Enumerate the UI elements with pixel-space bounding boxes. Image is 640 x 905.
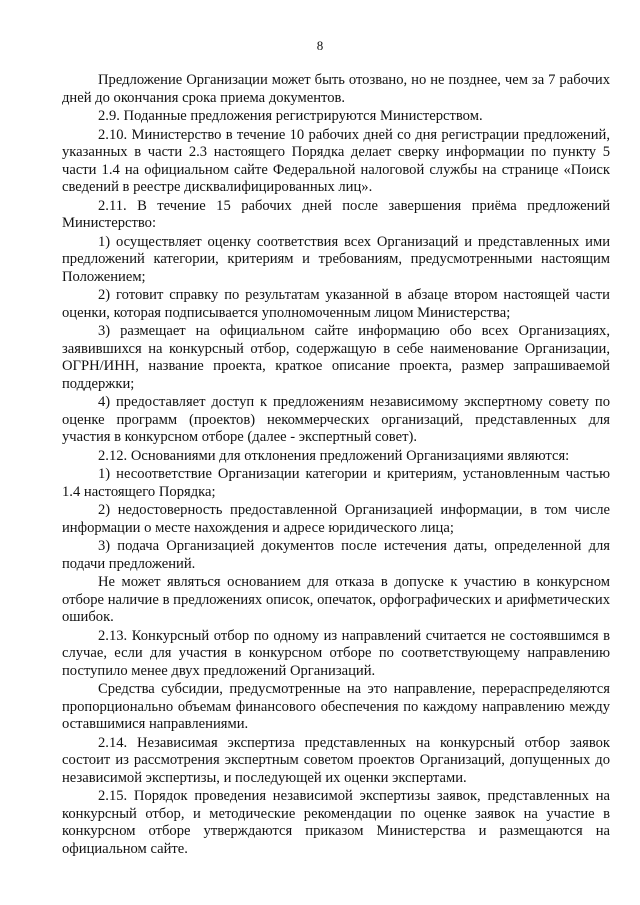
paragraph: 4) предоставляет доступ к предложениям независимому экспертному совету по оценке программ (проектов) некоммерческих организаций, представленных для участия в конкурсном отборе (далее - экспертный совет).: [62, 394, 610, 445]
paragraph: 1) несоответствие Организации категории и критериям, установленным частью 1.4 настоящего Порядка;: [62, 466, 610, 500]
paragraph: 3) размещает на официальном сайте информацию обо всех Организациях, заявившихся на конкурсный отбор, содержащую в себе наименование Организации, ОГРН/ИНН, название проекта, краткое описание проекта, размер запрашиваемой поддержки;: [62, 323, 610, 392]
document-body: [62, 72, 610, 859]
paragraph: 2.13. Конкурсный отбор по одному из направлений считается не состоявшимся в случае, если для участия в конкурсном отборе по соответствующему направлению поступило менее двух предложений Организаций.: [62, 627, 610, 679]
paragraph: 2) готовит справку по результатам указанной в абзаце втором настоящей части оценки, которая подписывается уполномоченным лицом Министерства;: [62, 287, 610, 321]
paragraph: 2.9. Поданные предложения регистрируются Министерством.: [98, 108, 483, 124]
paragraph: Не может являться основанием для отказа в допуске к участию в конкурсном отборе наличие в предложениях описок, опечаток, орфографических и арифметических ошибок.: [62, 574, 610, 625]
paragraph: 3) подача Организацией документов после истечения даты, определенной для подачи предложений.: [62, 538, 610, 572]
paragraph: 2.12. Основаниями для отклонения предложений Организациями являются:: [98, 447, 570, 464]
paragraph: 2.15. Порядок проведения независимой экспертизы заявок, представленных на конкурсный отбор, и методические рекомендации по оценке заявок на участие в конкурсном отборе утверждаются приказом Министерства и размещаются на официальном сайте.: [62, 788, 610, 857]
paragraph: Средства субсидии, предусмотренные на это направление, перераспределяются пропорционально объемам финансового обеспечения по каждому направлению между оставшимися направлениями.: [62, 681, 610, 732]
paragraph: 2.14. Независимая экспертиза представленных на конкурсный отбор заявок состоит из рассмотрения экспертным советом проектов Организаций, допущенных до независимой экспертизы, и последующей их оценки экспертами.: [62, 734, 610, 786]
paragraph: 2) недостоверность предоставленной Организацией информации, в том числе информации о месте нахождения и адресе юридического лица;: [62, 502, 610, 536]
paragraph: Предложение Организации может быть отозвано, но не позднее, чем за 7 рабочих дней до окончания срока приема документов.: [62, 72, 610, 106]
paragraph: 1) осуществляет оценку соответствия всех Организаций и представленных ими предложений категории, критериям и требованиям, предусмотренными настоящим Положением;: [62, 233, 610, 285]
paragraph: 2.10. Министерство в течение 10 рабочих дней со дня регистрации предложений, указанных в части 2.3 настоящего Порядка делает сверку информации по пункту 5 части 1.4 на официальном сайте Федеральной налоговой службы на странице «Поиск сведений в реестре дисквалифицированных лиц».: [62, 126, 610, 195]
paragraph: 2.11. В течение 15 рабочих дней после завершения приёма предложений Министерство:: [62, 197, 610, 231]
page-number: 8: [316, 38, 324, 53]
